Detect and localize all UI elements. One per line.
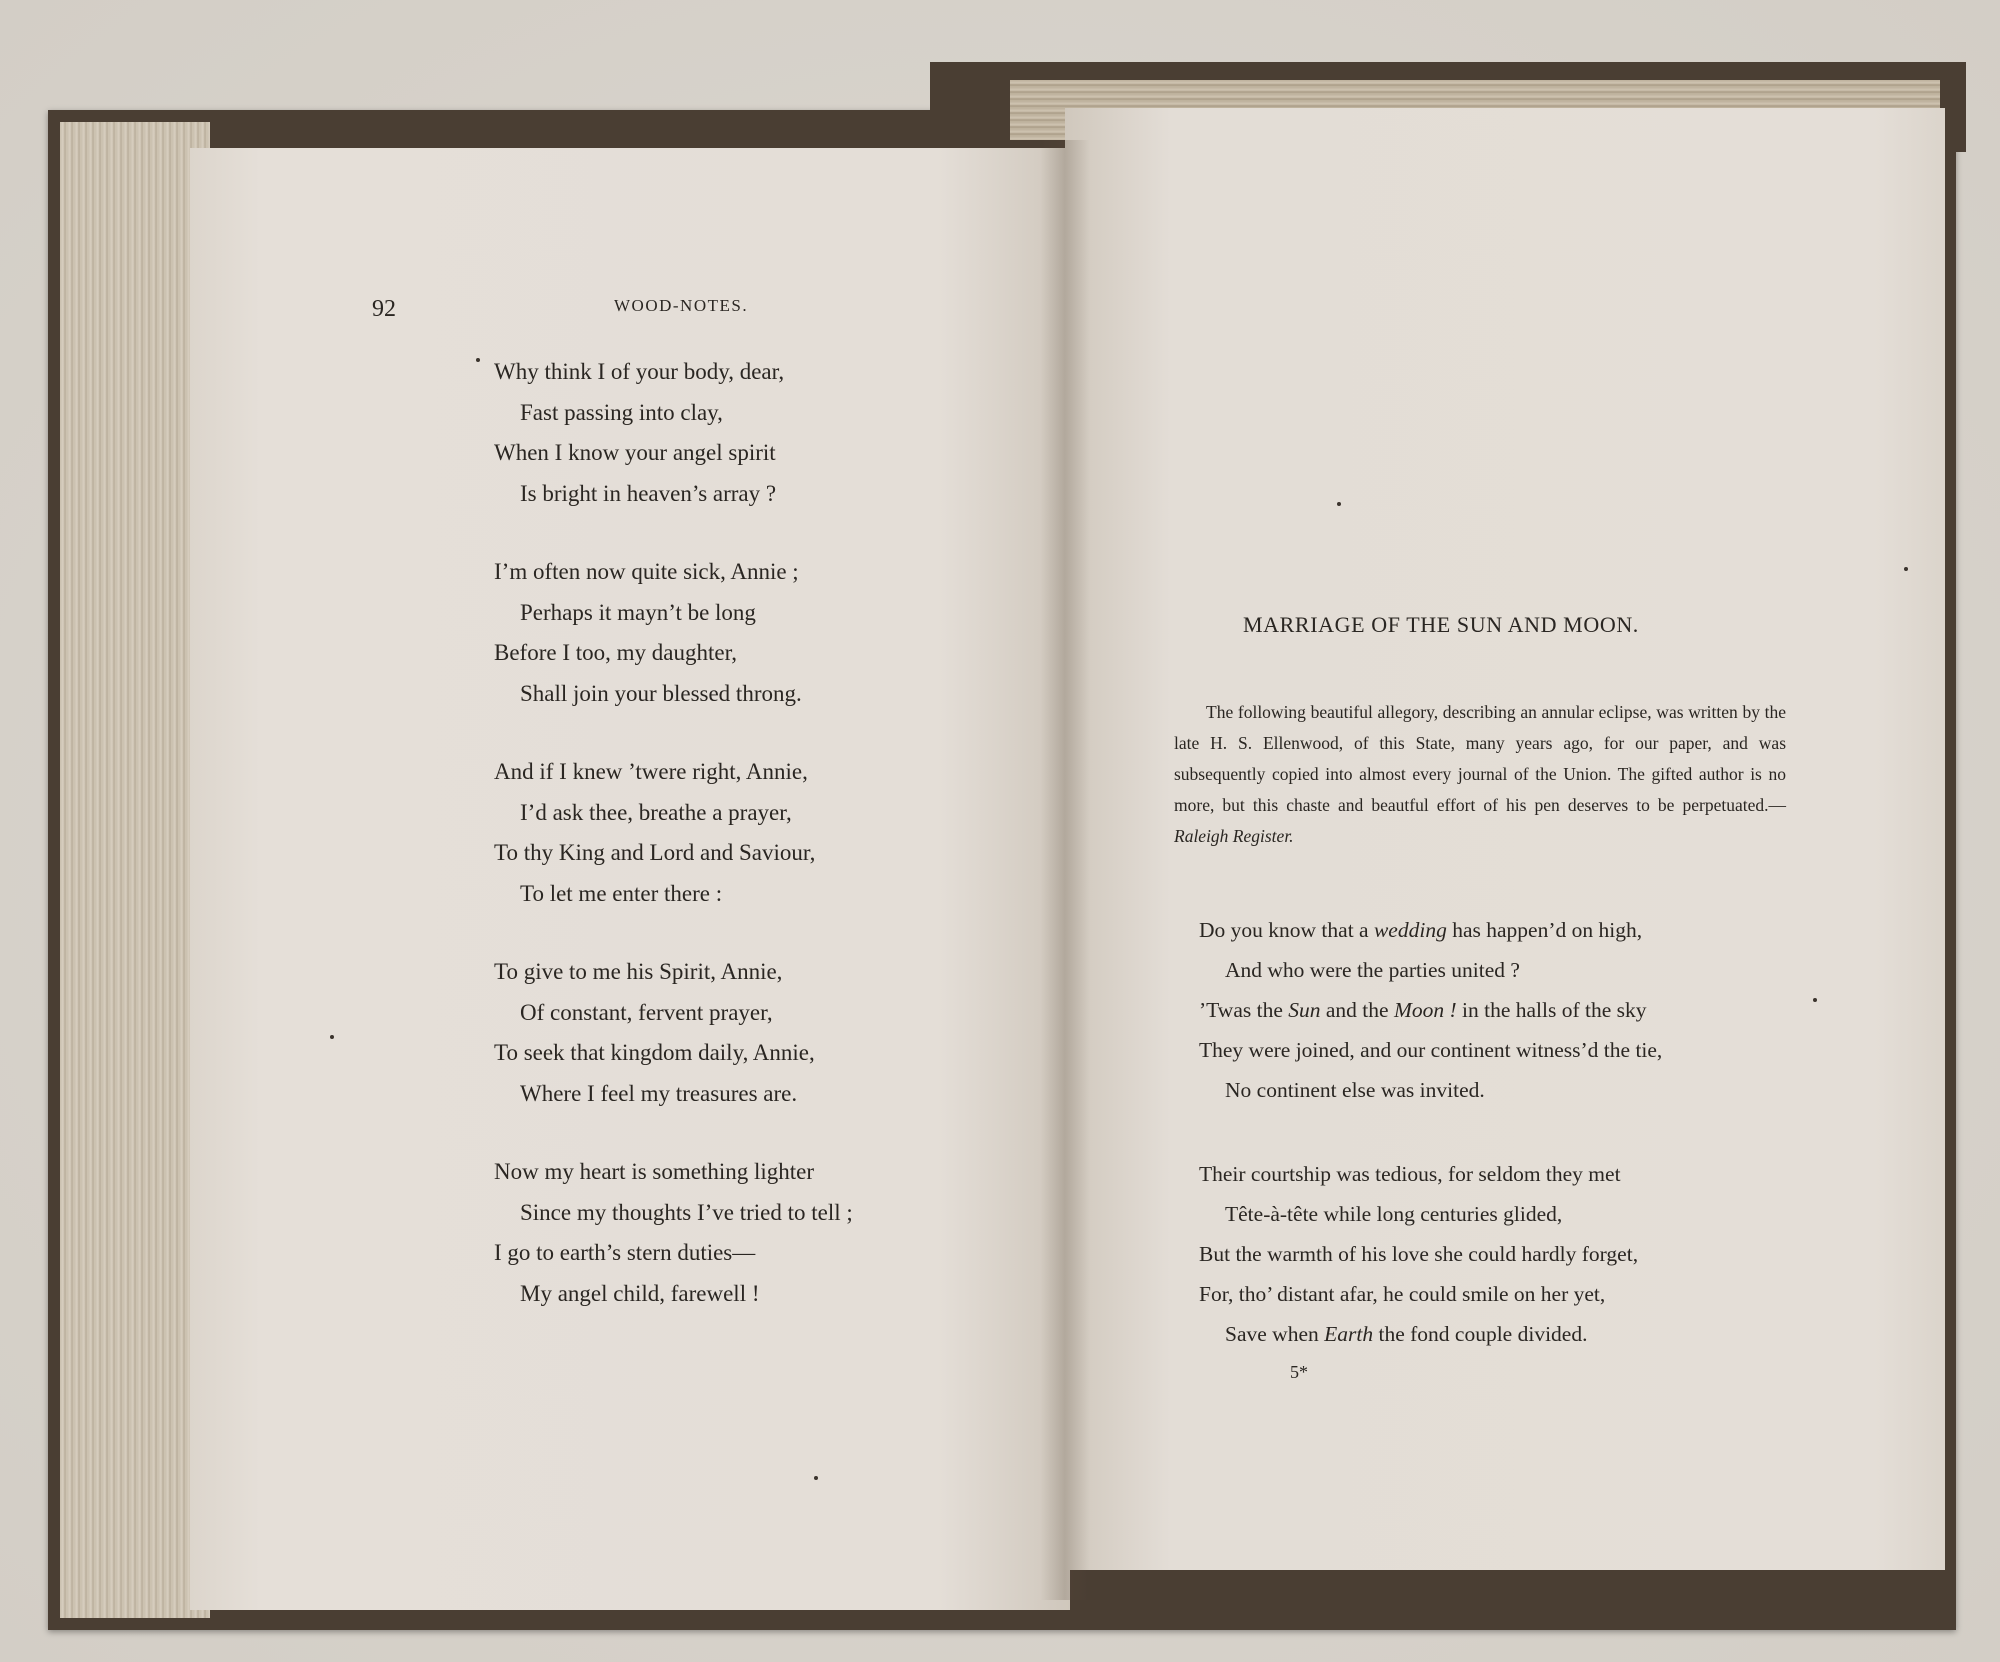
poem-line [1199, 1314, 1799, 1354]
left-poem [494, 352, 934, 1352]
paper-speck [1337, 502, 1341, 506]
intro-paragraph [1174, 697, 1786, 852]
paper-speck [814, 1476, 818, 1480]
poem-line: Why think I of your body, dear, [494, 359, 785, 384]
stanza [494, 352, 934, 514]
poem-line: I go to earth’s stern duties— [494, 1240, 756, 1265]
paper-speck [330, 1035, 334, 1039]
italic-run: wedding [1373, 918, 1447, 942]
page-block-edge [60, 122, 210, 1618]
poem-line: For, tho’ distant afar, he could smile on her yet, [1199, 1282, 1606, 1306]
text-run: has happen’d on high, [1446, 918, 1643, 942]
poem-line: Of constant, fervent prayer, [520, 999, 773, 1025]
poem-line: To let me enter there : [520, 880, 723, 906]
poem-line: I’d ask thee, breathe a prayer, [520, 799, 792, 825]
stanza [494, 1152, 934, 1314]
poem-line [1199, 990, 1799, 1030]
text-run: in the halls of the sky [1456, 998, 1647, 1022]
right-poem [1199, 910, 1799, 1398]
paper-speck [1904, 567, 1908, 571]
poem-line: And if I knew ’twere right, Annie, [494, 759, 808, 784]
poem-line: They were joined, and our continent witness’d the tie, [1199, 1038, 1663, 1062]
poem-line: And who were the parties united ? [1225, 958, 1520, 982]
stanza [494, 952, 934, 1114]
poem-line: Where I feel my treasures are. [520, 1080, 798, 1106]
italic-run: Moon ! [1393, 998, 1457, 1022]
running-title: WOOD-NOTES. [614, 296, 749, 315]
poem-line: I’m often now quite sick, Annie ; [494, 559, 799, 584]
stanza [1199, 910, 1799, 1110]
text-run: Save when [1225, 1322, 1325, 1346]
stanza [494, 752, 934, 914]
paper-speck [1813, 998, 1817, 1002]
text-run: and the [1320, 998, 1394, 1022]
poem-line: Now my heart is something lighter [494, 1159, 815, 1184]
poem-line [1199, 910, 1799, 950]
italic-run: Earth [1324, 1322, 1374, 1346]
poem-line: Perhaps it mayn’t be long [520, 599, 756, 625]
intro-source: Raleigh Register. [1174, 826, 1294, 846]
italic-run: Sun [1288, 998, 1321, 1022]
poem-line: When I know your angel spirit [494, 440, 776, 465]
poem-line: To give to me his Spirit, Annie, [494, 959, 783, 984]
poem-line: Is bright in heaven’s array ? [520, 480, 777, 506]
poem-line: To thy King and Lord and Saviour, [494, 840, 816, 865]
poem-line: No continent else was invited. [1225, 1078, 1485, 1102]
paper-speck [476, 358, 480, 362]
poem-line: Tête-à-tête while long centuries glided, [1225, 1202, 1563, 1226]
poem-line: Before I too, my daughter, [494, 640, 738, 665]
poem-line: Shall join your blessed throng. [520, 680, 802, 706]
poem-line: My angel child, farewell ! [520, 1280, 760, 1306]
poem-line: Their courtship was tedious, for seldom they met [1199, 1162, 1621, 1186]
poem-line: To seek that kingdom daily, Annie, [494, 1040, 815, 1065]
text-run: ’Twas the [1199, 998, 1289, 1022]
poem-line: But the warmth of his love she could hardly forget, [1199, 1242, 1639, 1266]
text-run: the fond couple divided. [1373, 1322, 1588, 1346]
intro-text: The following beautiful allegory, describing an annular eclipse, was written by the late H. S. Ellenwood, of this State, many years ago, for our paper, and was subsequently copied into almost every journal of the Union. The gifted author is no more, but this chaste and beautful effort of his pen deserves to be perpetuated.— [1174, 702, 1786, 815]
poem-title: MARRIAGE OF THE SUN AND MOON. [1243, 612, 1639, 637]
page-number: 92 [372, 296, 396, 322]
text-run: Do you know that a [1199, 918, 1374, 942]
poem-line: Fast passing into clay, [520, 399, 723, 425]
book-gutter [1040, 140, 1090, 1600]
stanza [1199, 1154, 1799, 1354]
intro-note [1174, 697, 1786, 852]
stanza [494, 552, 934, 714]
signature-mark: 5* [1290, 1362, 1308, 1382]
poem-line: Since my thoughts I’ve tried to tell ; [520, 1199, 853, 1225]
